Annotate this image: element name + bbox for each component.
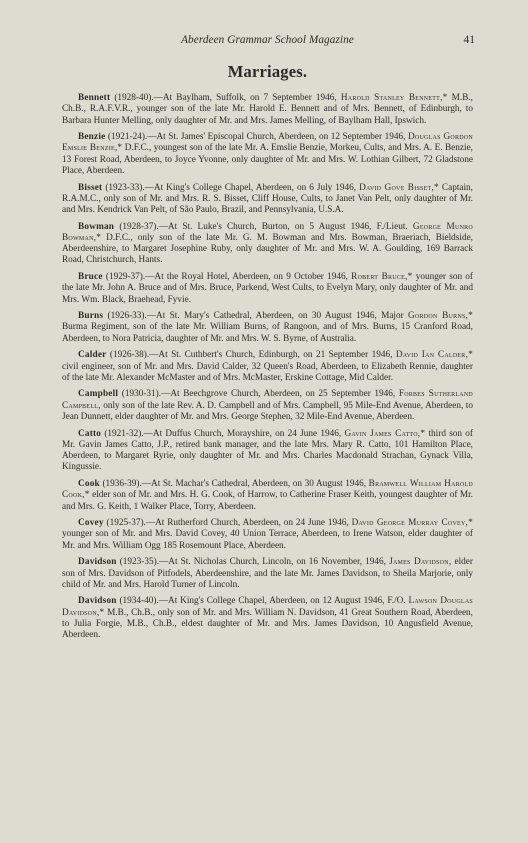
- entry-text: Captain, R.A.M.C., only son of Mr. and Mrs. R. S. Bisset, Cliff House, Cults, to Janet Van Pelt, only daughter of Mr. and Mrs. Kendrick Van Pelt, of São Paulo, Brazil, and Pennsylvania, U.S.A.: [62, 182, 473, 216]
- marriage-entry: [62, 429, 473, 474]
- entry-lead: (1929-37).—At the Royal Hotel, Aberdeen, on 9 October 1946,: [102, 272, 352, 283]
- section-title: Marriages.: [227, 62, 308, 81]
- entry-groom-name: David George Murray Covey,*: [351, 518, 473, 529]
- running-head: [62, 34, 473, 52]
- entry-surname: Calder: [78, 350, 107, 361]
- marriage-entry: [62, 93, 473, 127]
- entry-groom-name: David Ian Calder,*: [395, 350, 474, 361]
- entry-text: third son of Mr. Gavin James Catto, J.P., retired bank manager, and the late Mrs. Mary R. Catto, 101 Hamilton Place, Aberdeen, to Margaret Ryrie, only daughter of Mr. and Mrs. Charles Macdonald Strachan, Gynack Villa, Kingussie.: [62, 428, 473, 473]
- entry-lead: (1923-35).—At St. Nicholas Church, Lincoln, on 16 November, 1946,: [116, 557, 390, 568]
- entry-surname: Benzie: [78, 132, 106, 143]
- entry-text: M.B., Ch.B., R.A.F.V.R., younger son of the late Mr. Harold E. Bennett and of Mrs. Bennett, of Edinburgh, to Barbara Hunter Melling, only daughter of Mr. and Mrs. James Melling, of Baylham Hall, Ipswich.: [62, 93, 473, 126]
- entry-groom-name: Harold Stanley Bennett,*: [340, 93, 448, 103]
- entry-surname: Davidson: [78, 557, 117, 568]
- entry-lead: (1930-31).—At Beechgrove Church, Aberdeen, on 25 September 1946,: [118, 389, 399, 400]
- entry-text: only son of the late Rev. A. D. Campbell and of Mrs. Campbell, 95 Mile-End Avenue, Aberdeen, to Jean Dunnett, elder daughter of Mr. and Mrs. George Stephen, 32 Mile-End Avenue, Aberdeen.: [62, 400, 473, 422]
- entry-lead: (1928-40).—At Baylham, Suffolk, on 7 September 1946,: [110, 93, 341, 103]
- entry-lead: (1926-33).—At St. Mary's Cathedral, Aberdeen, on 30 August 1946, Major: [103, 311, 409, 322]
- entry-text: younger son of the late Mr. John A. Bruce and of Mrs. Bruce, Parkend, West Cults, to Evelyn Mary, only daughter of Mr. and Mrs. Wm. Black, Braehead, Fyvie.: [62, 272, 473, 305]
- entry-text: M.B., Ch.B., only son of Mr. and Mrs. William N. Davidson, 41 Great Southern Road, Aberdeen, to Julia Forgie, M.B., Ch.B., eldest daughter of Mr. and Mrs. James Davidson, 10 Angusfield Avenue, Aberdeen.: [62, 607, 473, 641]
- entry-lead: (1921-24).—At St. James' Episcopal Church, Aberdeen, on 12 September 1946,: [105, 132, 408, 143]
- entry-text: D.F.C., only son of the late Mr. G. M. Bowman and Mrs. Bowman, Braeriach, Bieldside, Aberdeenshire, to Margaret Josephine Ruby, only daughter of Mr. and Mrs. W. A. Goulding, 169 Barrack Road, Christchurch, Hants.: [62, 232, 473, 266]
- entry-groom-name: Gavin James Catto,*: [344, 428, 426, 439]
- marriage-entry: [62, 389, 473, 423]
- entry-groom-name: Forbes Sutherland Campbell,: [62, 389, 473, 411]
- entry-surname: Davidson: [78, 596, 117, 607]
- entry-surname: Burns: [78, 311, 104, 322]
- entry-text: elder son of Mrs. Davidson of Pitfodels, Aberdeenshire, and the late Mr. James Davidson, to Sheila Marjorie, only child of Mr. and Mrs. Harold Turner of Lincoln.: [62, 557, 473, 590]
- page-number: 41: [463, 34, 475, 46]
- entry-surname: Bisset: [78, 182, 103, 193]
- entry-surname: Catto: [78, 428, 102, 439]
- marriage-entry: [62, 183, 473, 217]
- entry-text: elder son of Mr. and Mrs. H. G. Cook, of Harrow, to Catherine Fraser Keith, youngest daughter of Mr. and Mrs. G. Keith, 1 Walker Place, Torry, Aberdeen.: [62, 490, 473, 512]
- entry-surname: Bruce: [78, 272, 103, 283]
- entry-groom-name: Gordon Burns,*: [408, 311, 473, 322]
- marriage-entry: [62, 350, 473, 384]
- entry-lead: (1925-37).—At Rutherford Church, Aberdeen, on 24 June 1946,: [103, 518, 352, 529]
- entry-text: D.F.C., youngest son of the late Mr. A. Emslie Benzie, Morkeu, Cults, and Mrs. A. E. Benzie, 13 Forest Road, Aberdeen, to Joyce Yvonne, only daughter of Mr. and Mrs. W. Lothian Gilbert, 72 Gladstone Place, Aberdeen.: [62, 143, 473, 176]
- entry-surname: Covey: [78, 518, 104, 529]
- entry-lead: (1921-32).—At Duffus Church, Morayshire, on 24 June 1946,: [101, 428, 345, 439]
- entry-groom-name: James Davidson,: [389, 557, 452, 568]
- entry-surname: Cook: [78, 479, 100, 490]
- marriage-entry: [62, 596, 473, 641]
- entry-groom-name: Bramwell William Harold Cook,*: [62, 479, 473, 501]
- marriage-entry: [62, 272, 473, 306]
- marriage-entry: [62, 557, 473, 591]
- entry-groom-name: David Gove Bisset,*: [359, 182, 439, 193]
- marriage-entry: [62, 518, 473, 552]
- entry-lead: (1934-40).—At King's College Chapel, Aberdeen, on 12 August 1946, F./O.: [116, 596, 409, 607]
- marriage-entries: [62, 93, 473, 641]
- entry-lead: (1923-33).—At King's College Chapel, Aberdeen, on 6 July 1946,: [102, 182, 360, 193]
- entry-lead: (1928-37).—At St. Luke's Church, Burton, on 5 August 1946, F./Lieut.: [114, 221, 413, 232]
- entry-groom-name: Robert Bruce,*: [351, 272, 413, 283]
- entry-lead: (1936-39).—At St. Machar's Cathedral, Aberdeen, on 30 August 1946,: [99, 479, 369, 490]
- marriage-entry: [62, 311, 473, 345]
- entry-text: civil engineer, son of Mr. and Mrs. David Calder, 32 Queen's Road, Aberdeen, to Elizabeth Rennie, daughter of the late Mr. Alexander McMaster and of Mrs. McMaster, Erskine Cottage, Mid Calder.: [62, 361, 473, 383]
- marriage-entry: [62, 479, 473, 513]
- entry-text: Burma Regiment, son of the late Mr. William Burns, of Rangoon, and of Mrs. Burns, 15 Cranford Road, Aberdeen, to Nora Patricia, daughter of Mr. and Mrs. W. S. Byrne, of Australia.: [62, 322, 473, 344]
- entry-surname: Campbell: [78, 389, 119, 400]
- marriage-entry: [62, 132, 473, 177]
- entry-surname: Bennett: [78, 93, 111, 103]
- entry-lead: (1926-38).—At St. Cuthbert's Church, Edinburgh, on 21 September 1946,: [106, 350, 396, 361]
- marriage-entry: [62, 222, 473, 267]
- entry-groom-name: George Munro Bowman,*: [62, 221, 473, 243]
- entry-surname: Bowman: [78, 221, 115, 232]
- entry-groom-name: Douglas Gordon Emslie Benzie,*: [62, 132, 473, 154]
- running-title: Aberdeen Grammar School Magazine: [181, 34, 354, 46]
- entry-groom-name: Lawson Douglas Davidson,*: [62, 596, 473, 618]
- entry-text: younger son of Mr. and Mrs. David Covey, 40 Union Terrace, Aberdeen, to Irene Watson, elder daughter of Mr. and Mrs. William Ogg 185 Rosemount Place, Aberdeen.: [62, 529, 473, 551]
